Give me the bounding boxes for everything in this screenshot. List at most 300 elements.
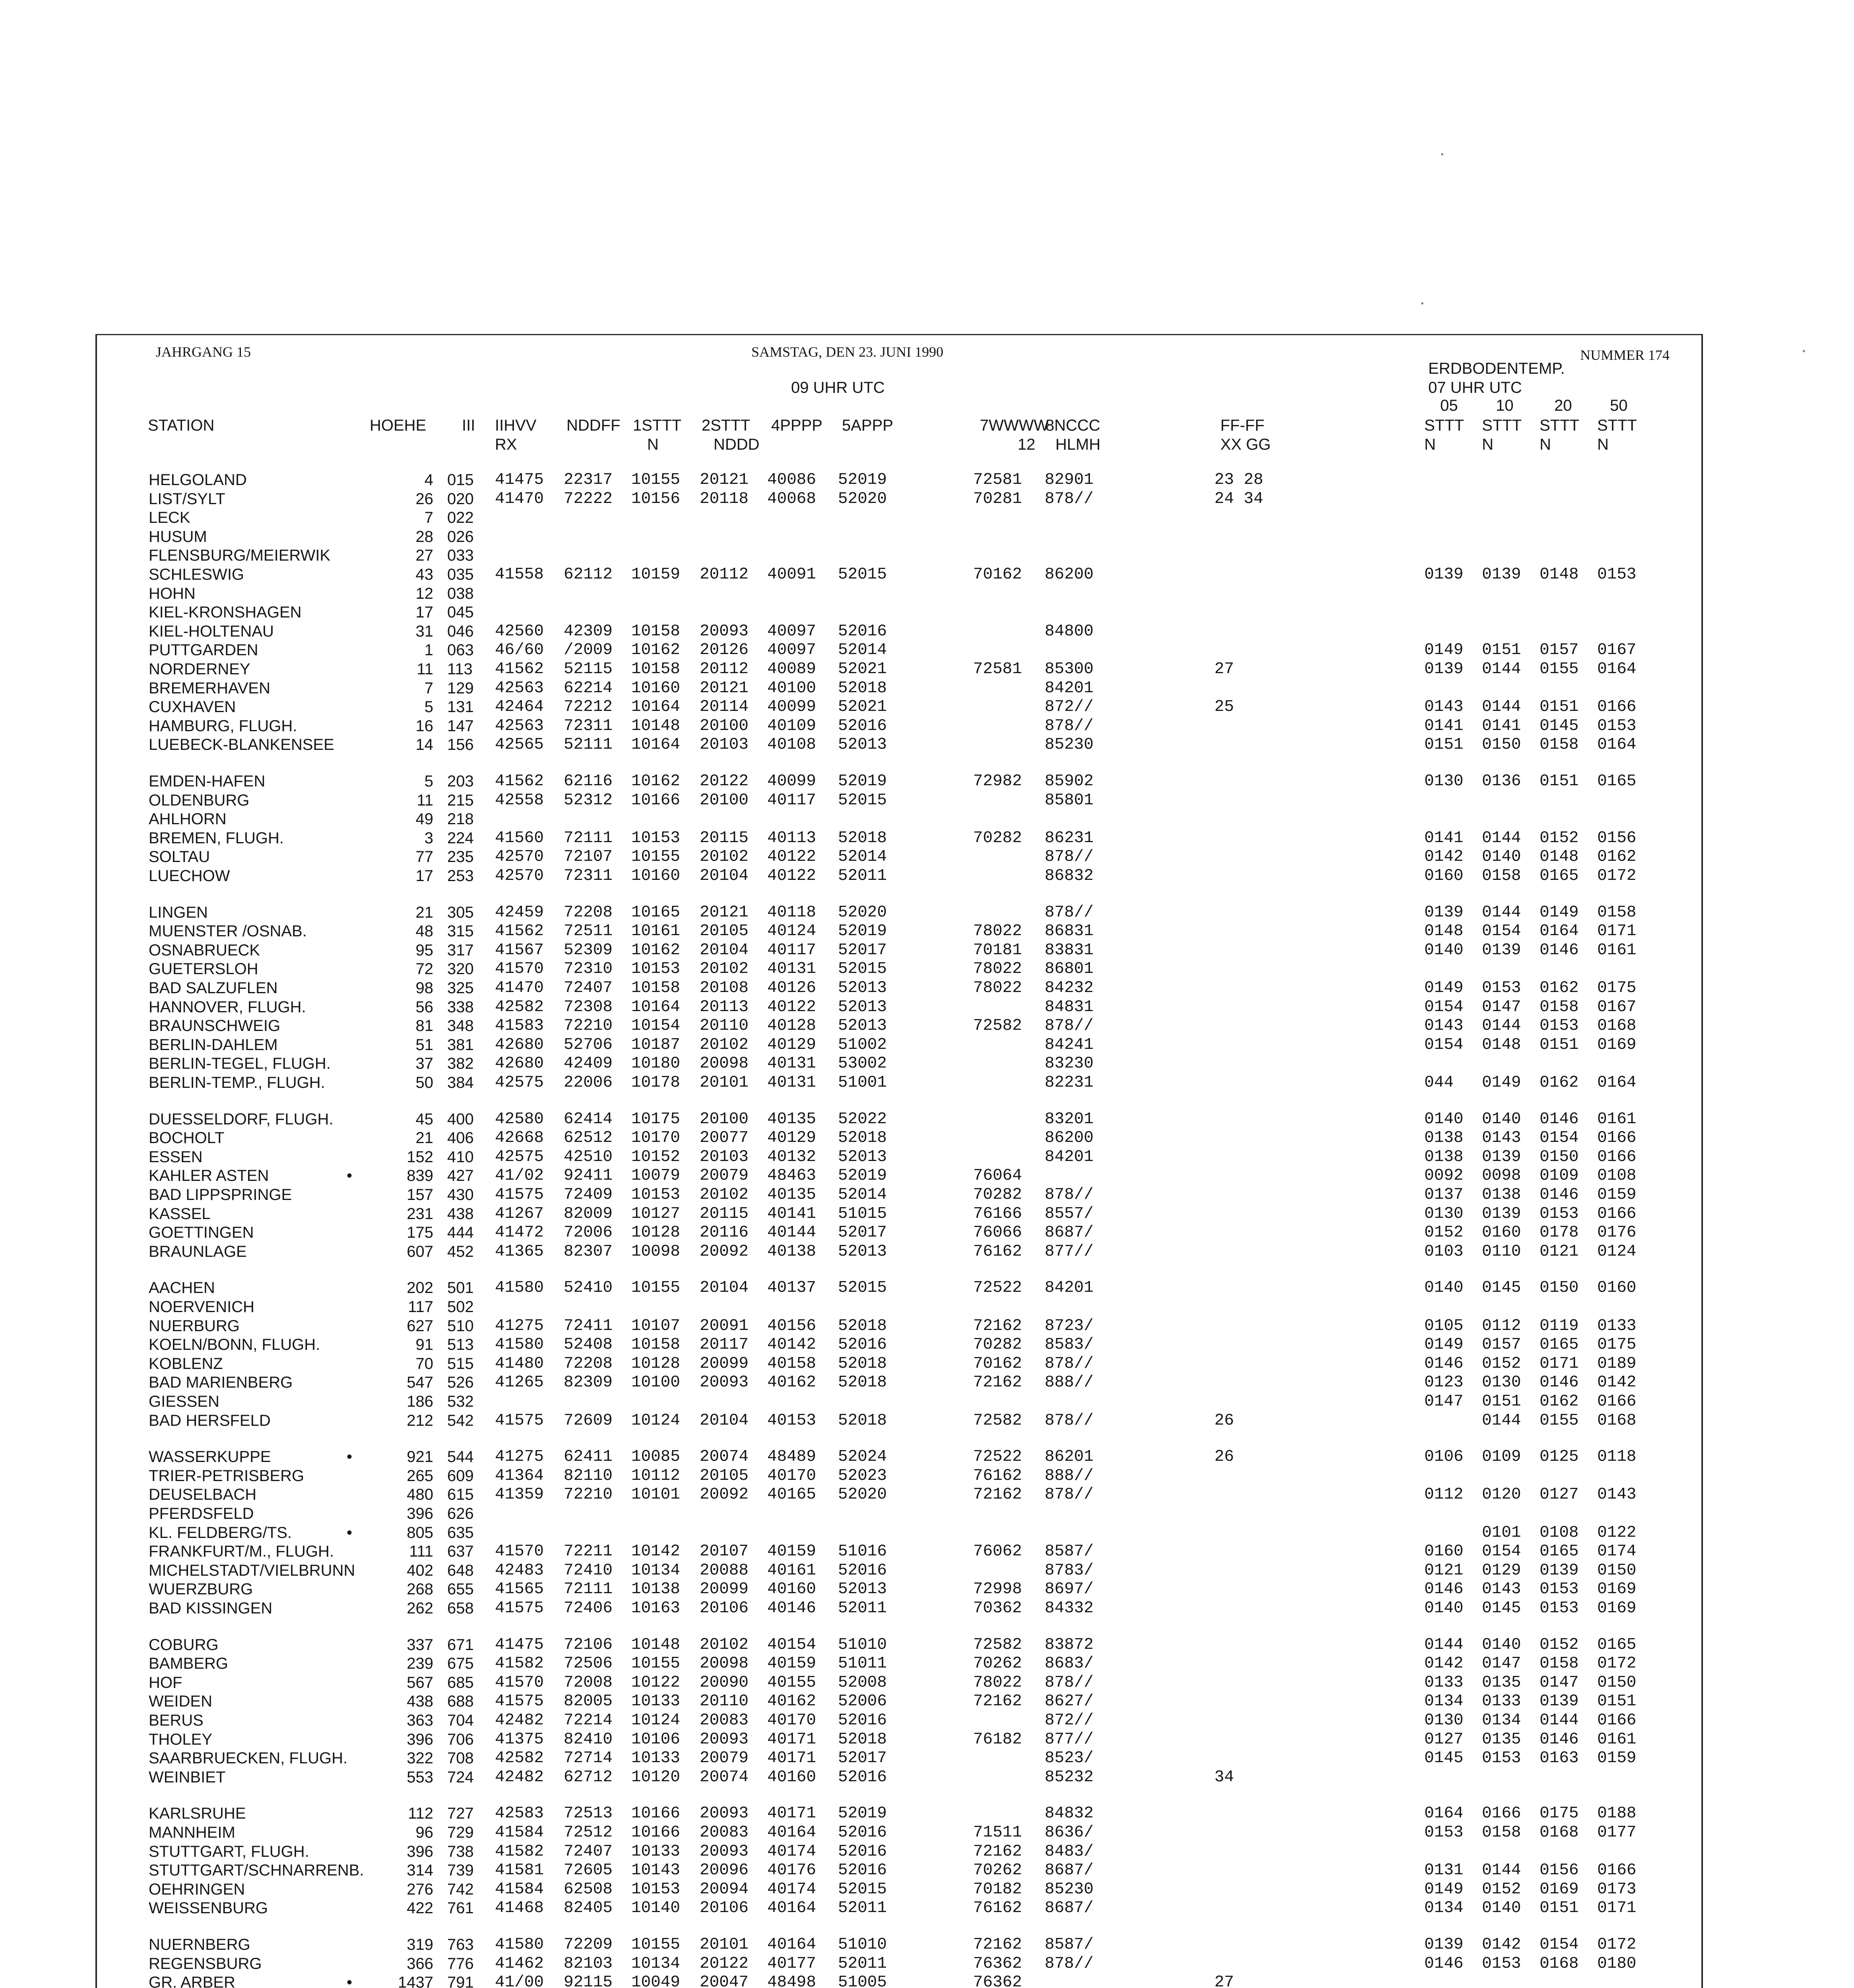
synop-group: 51005	[838, 1973, 887, 1988]
synop-group: 72006	[564, 1223, 613, 1242]
soil-temp-value: 0125	[1540, 1448, 1579, 1466]
station-name: REGENSBURG	[149, 1955, 262, 1972]
synop-group: 52016	[838, 622, 887, 641]
station-height: 152	[407, 1148, 433, 1166]
synop-group: 40132	[767, 1147, 816, 1166]
synop-group: 41267	[495, 1204, 544, 1223]
station-name: SCHLESWIG	[149, 566, 244, 583]
synop-group: 52018	[838, 1730, 887, 1749]
station-height: 202	[407, 1279, 433, 1297]
station-index: 406	[447, 1129, 474, 1147]
station-height: 112	[408, 1805, 433, 1823]
weather-group: 72162	[973, 1842, 1022, 1861]
station-height: 4	[424, 471, 433, 489]
station-height: 43	[415, 566, 433, 583]
synop-group: 20093	[700, 622, 749, 641]
soil-temp-value: 0121	[1540, 1242, 1579, 1261]
synop-group: 20112	[700, 565, 749, 584]
soil-temp-value: 0177	[1597, 1823, 1637, 1842]
soil-temp-value: 0149	[1424, 641, 1464, 660]
soil-temp-value: 0149	[1424, 1880, 1464, 1899]
soil-temp-value: 0159	[1597, 1186, 1637, 1204]
soil-temp-value: 0139	[1482, 941, 1521, 959]
soil-temp-value: 0167	[1597, 998, 1637, 1016]
soil-temp-value: 0110	[1482, 1242, 1521, 1261]
station-height: 438	[407, 1693, 433, 1710]
synop-group: 40089	[767, 660, 816, 678]
gust-group: 26	[1214, 1411, 1234, 1430]
synop-group: 92115	[564, 1973, 613, 1988]
synop-group: 20121	[700, 471, 749, 489]
cloud-group: 878//	[1045, 1017, 1094, 1035]
station-height: 28	[415, 528, 433, 546]
soil-temp-value: 0105	[1424, 1316, 1464, 1335]
station-height: 553	[407, 1768, 433, 1786]
synop-group: 52019	[838, 1804, 887, 1823]
station-height: 5	[424, 698, 433, 716]
station-height: 402	[407, 1561, 433, 1579]
synop-group: 40108	[767, 736, 816, 754]
synop-group: 10124	[631, 1711, 681, 1730]
depth-05: 05	[1440, 397, 1458, 414]
synop-group: 72209	[564, 1936, 613, 1954]
station-name: WEINBIET	[149, 1768, 226, 1786]
station-index: 438	[447, 1205, 474, 1223]
station-name: HOHN	[149, 584, 196, 602]
soil-temp-value: 0148	[1540, 565, 1579, 584]
synop-group: 62411	[564, 1448, 613, 1466]
synop-group: 52309	[564, 941, 613, 959]
soil-temp-value: 0144	[1424, 1635, 1464, 1654]
soil-temp-value: 0169	[1597, 1599, 1637, 1617]
soil-temp-value: 0152	[1540, 1635, 1579, 1654]
weather-group: 70182	[973, 1880, 1022, 1899]
synop-group: 52015	[838, 1880, 887, 1899]
station-name: LUECHOW	[149, 867, 230, 885]
synop-group: 72311	[564, 867, 613, 885]
cloud-group: 878//	[1045, 1673, 1094, 1692]
station-name: FRANKFURT/M., FLUGH.	[149, 1543, 334, 1561]
station-height: 262	[407, 1600, 433, 1617]
cloud-group: 877//	[1045, 1242, 1094, 1261]
date-label: SAMSTAG, DEN 23. JUNI 1990	[751, 344, 944, 360]
synop-group: 41570	[495, 1673, 544, 1692]
station-name: MANNHEIM	[149, 1824, 235, 1841]
synop-group: 10085	[631, 1448, 681, 1466]
synop-group: 72210	[564, 1485, 613, 1504]
soil-temp-value: 0139	[1482, 565, 1521, 584]
station-name: KOBLENZ	[149, 1355, 223, 1373]
soil-temp-value: 0134	[1424, 1692, 1464, 1711]
synop-group: 52020	[838, 1485, 887, 1504]
station-name: ESSEN	[149, 1148, 203, 1166]
soil-temp-value: 0168	[1597, 1411, 1637, 1430]
synop-group: 40176	[767, 1861, 816, 1880]
synop-group: 51002	[838, 1035, 887, 1054]
synop-group: 10155	[631, 1936, 681, 1954]
station-height: 16	[415, 717, 433, 735]
station-height: 49	[415, 810, 433, 828]
cloud-group: 83230	[1045, 1054, 1094, 1073]
synop-group: 10153	[631, 1186, 681, 1204]
station-name: BAD HERSFELD	[149, 1411, 271, 1429]
synop-group: 10148	[631, 716, 681, 735]
soil-temp-value: 0139	[1424, 903, 1464, 922]
synop-group: 20100	[700, 791, 749, 810]
synop-group: 62214	[564, 679, 613, 697]
synop-group: 40099	[767, 698, 816, 716]
weather-group: 70262	[973, 1861, 1022, 1880]
station-height: 839	[407, 1167, 433, 1185]
station-index: 738	[447, 1842, 474, 1860]
synop-group: 20104	[700, 1279, 749, 1297]
synop-group: 41560	[495, 829, 544, 847]
synop-group: 20074	[700, 1448, 749, 1466]
synop-group: /2009	[564, 641, 613, 660]
synop-group: 10180	[631, 1054, 681, 1073]
soil-temp-value: 0178	[1540, 1223, 1579, 1242]
weather-group: 72162	[973, 1373, 1022, 1392]
synop-group: 20077	[700, 1129, 749, 1147]
synop-group: 41475	[495, 471, 544, 489]
soil-temp-value: 0133	[1424, 1673, 1464, 1692]
station-index: 791	[447, 1974, 474, 1988]
station-index: 382	[447, 1055, 474, 1073]
synop-group: 10101	[631, 1485, 681, 1504]
station-height: 396	[407, 1842, 433, 1860]
synop-group: 20105	[700, 1466, 749, 1485]
synop-group: 20121	[700, 903, 749, 922]
cloud-group: 878//	[1045, 1411, 1094, 1430]
synop-group: 20079	[700, 1749, 749, 1768]
synop-group: 20094	[700, 1880, 749, 1899]
cloud-group: 8557/	[1045, 1204, 1094, 1223]
station-name: GIESSEN	[149, 1393, 219, 1410]
station-index: 532	[447, 1393, 474, 1410]
synop-group: 10134	[631, 1561, 681, 1580]
station-index: 022	[447, 509, 474, 527]
soil-temp-value: 0154	[1424, 1035, 1464, 1054]
synop-group: 52312	[564, 791, 613, 810]
station-index: 515	[447, 1355, 474, 1373]
soil-temp-value: 0166	[1597, 1711, 1637, 1730]
soil-temp-value: 0166	[1482, 1804, 1521, 1823]
station-name: DUESSELDORF, FLUGH.	[149, 1110, 334, 1128]
soil-temp-value: 0154	[1482, 922, 1521, 941]
synop-group: 41364	[495, 1466, 544, 1485]
synop-group: 40177	[767, 1954, 816, 1973]
synop-group: 10142	[631, 1542, 681, 1561]
station-index: 648	[447, 1561, 474, 1579]
soil-temp-value: 0139	[1540, 1692, 1579, 1711]
station-height: 56	[415, 998, 433, 1016]
soil-temp-value: 0144	[1482, 698, 1521, 716]
synop-group: 10155	[631, 471, 681, 489]
station-index: 452	[447, 1242, 474, 1260]
station-index: 131	[447, 698, 474, 716]
synop-group: 40138	[767, 1242, 816, 1261]
synop-group: 40165	[767, 1485, 816, 1504]
synop-group: 52023	[838, 1466, 887, 1485]
station-height: 396	[407, 1730, 433, 1748]
volume-label: JAHRGANG 15	[156, 344, 251, 360]
soil-temp-value: 0142	[1424, 848, 1464, 866]
synop-group: 41582	[495, 1842, 544, 1861]
synop-group: 42309	[564, 622, 613, 641]
station-height: 27	[415, 547, 433, 565]
station-name: AHLHORN	[149, 810, 227, 828]
2sttt-sub-header: NDDD	[714, 436, 760, 453]
synop-group: 52011	[838, 1954, 887, 1973]
gust-group: 26	[1214, 1448, 1234, 1466]
soil-temp-value: 0148	[1424, 922, 1464, 941]
station-name: BERLIN-TEGEL, FLUGH.	[149, 1055, 331, 1073]
soil-temp-value: 0144	[1482, 829, 1521, 847]
synop-group: 48498	[767, 1973, 816, 1988]
soil-temp-value: 0150	[1482, 736, 1521, 754]
soil-temp-value: 0150	[1540, 1147, 1579, 1166]
soil-temp-value: 0149	[1482, 1074, 1521, 1092]
soil-temp-value: 0138	[1424, 1147, 1464, 1166]
cloud-group: 84201	[1045, 1279, 1094, 1297]
synop-group: 82103	[564, 1954, 613, 1973]
station-name: BREMERHAVEN	[149, 679, 270, 697]
soil-temp-value: 0153	[1482, 979, 1521, 997]
soil-temp-value: 0158	[1540, 736, 1579, 754]
synop-group: 52410	[564, 1279, 613, 1297]
synop-group: 52017	[838, 941, 887, 959]
synop-group: 10148	[631, 1635, 681, 1654]
synop-group: 20101	[700, 1936, 749, 1954]
station-index: 315	[447, 922, 474, 940]
synop-group: 41584	[495, 1823, 544, 1842]
soil-temp-value: 0165	[1540, 1336, 1579, 1354]
soil-temp-value: 0166	[1597, 1392, 1637, 1411]
cloud-group: 878//	[1045, 848, 1094, 866]
synop-group: 40171	[767, 1749, 816, 1768]
synop-group: 40091	[767, 565, 816, 584]
soil-temp-value: 0108	[1540, 1523, 1579, 1542]
weather-group: 70181	[973, 941, 1022, 959]
synop-group: 52014	[838, 848, 887, 866]
soil-temp-value: 0153	[1540, 1017, 1579, 1035]
station-name: WEISSENBURG	[149, 1899, 268, 1917]
soil-temp-value: 0166	[1597, 698, 1637, 716]
synop-group: 20103	[700, 1147, 749, 1166]
weather-group: 76162	[973, 1242, 1022, 1261]
soil-temp-value: 0152	[1424, 1223, 1464, 1242]
synop-group: 20118	[700, 489, 749, 508]
soil-temp-value: 0146	[1424, 1580, 1464, 1599]
weather-group: 78022	[973, 979, 1022, 997]
weather-group: 70281	[973, 489, 1022, 508]
synop-group: 10158	[631, 660, 681, 678]
soil-temp-value: 0142	[1482, 1936, 1521, 1954]
soil-temp-value: 0140	[1482, 1110, 1521, 1128]
synop-group: 42583	[495, 1804, 544, 1823]
soil-temp-value: 0143	[1482, 1129, 1521, 1147]
station-index: 776	[447, 1955, 474, 1972]
gust-group: 23 28	[1214, 471, 1264, 489]
soil-temp-value: 0139	[1482, 1204, 1521, 1223]
station-index: 015	[447, 471, 474, 489]
weather-group: 72582	[973, 1411, 1022, 1430]
station-index: 427	[447, 1167, 474, 1185]
synop-group: 10100	[631, 1373, 681, 1392]
station-name: TRIER-PETRISBERG	[149, 1467, 304, 1485]
synop-group: 20092	[700, 1485, 749, 1504]
station-height: 81	[415, 1017, 433, 1035]
synop-group: 20114	[700, 698, 749, 716]
synop-group: 20093	[700, 1730, 749, 1749]
synop-group: 10133	[631, 1692, 681, 1711]
iii-col-header: III	[462, 417, 475, 434]
station-index: 444	[447, 1224, 474, 1242]
synop-group: 40117	[767, 791, 816, 810]
synop-group: 40170	[767, 1466, 816, 1485]
synop-group: 41575	[495, 1599, 544, 1617]
synop-group: 52019	[838, 1167, 887, 1185]
rx-col-header: RX	[495, 436, 517, 453]
station-index: 502	[447, 1298, 474, 1316]
station-name: HAMBURG, FLUGH.	[149, 717, 297, 735]
station-height: 1437	[398, 1974, 433, 1988]
soil-temp-value: 0140	[1424, 1279, 1464, 1297]
synop-group: 10120	[631, 1768, 681, 1786]
depth-50: 50	[1610, 397, 1628, 414]
soil-temp-value: 0106	[1424, 1448, 1464, 1466]
soil-temp-value: 0149	[1540, 903, 1579, 922]
synop-group: 20108	[700, 979, 749, 997]
weather-group: 72522	[973, 1448, 1022, 1466]
synop-group: 41567	[495, 941, 544, 959]
station-index: 742	[447, 1880, 474, 1898]
soil-temp-value: 0146	[1424, 1954, 1464, 1973]
station-height: 805	[407, 1524, 433, 1541]
cloud-group: 84332	[1045, 1599, 1094, 1617]
synop-group: 20098	[700, 1654, 749, 1673]
soil-temp-value: 0098	[1482, 1167, 1521, 1185]
station-height: 37	[415, 1055, 433, 1073]
synop-group: 10122	[631, 1673, 681, 1692]
synop-group: 41375	[495, 1730, 544, 1749]
cloud-group: 8723/	[1045, 1316, 1094, 1335]
soil-temp-value: 0112	[1424, 1485, 1464, 1504]
weather-group: 72162	[973, 1936, 1022, 1954]
scan-speck	[1803, 350, 1805, 352]
station-index: 033	[447, 547, 474, 565]
synop-group: 20083	[700, 1711, 749, 1730]
weather-group: 72522	[973, 1279, 1022, 1297]
cloud-group: 83872	[1045, 1635, 1094, 1654]
synop-group: 10170	[631, 1129, 681, 1147]
soil-temp-value: 0144	[1482, 1861, 1521, 1880]
station-height: 48	[415, 922, 433, 940]
soil-temp-value: 0138	[1482, 1186, 1521, 1204]
soil-temp-value: 0151	[1424, 736, 1464, 754]
cloud-group: 8523/	[1045, 1749, 1094, 1768]
station-index: 129	[447, 679, 474, 697]
synop-group: 40158	[767, 1354, 816, 1373]
synop-group: 82307	[564, 1242, 613, 1261]
station-name: BAMBERG	[149, 1655, 229, 1673]
synop-group: 52018	[838, 829, 887, 847]
soil-temp-value: 0161	[1597, 1110, 1637, 1128]
height-col-header: HOEHE	[370, 417, 427, 434]
station-name: KOELN/BONN, FLUGH.	[149, 1336, 320, 1354]
soil-temp-value: 0153	[1540, 1204, 1579, 1223]
synop-group: 40156	[767, 1316, 816, 1335]
station-name: SAARBRUECKEN, FLUGH.	[149, 1749, 348, 1767]
station-height: 17	[415, 604, 433, 621]
synop-group: 10158	[631, 622, 681, 641]
synop-group: 20122	[700, 1954, 749, 1973]
synop-group: 20074	[700, 1768, 749, 1786]
synop-group: 41462	[495, 1954, 544, 1973]
soil-temp-value: 0139	[1482, 1147, 1521, 1166]
synop-group: 20121	[700, 679, 749, 697]
synop-group: 20102	[700, 848, 749, 866]
station-name: BERUS	[149, 1712, 204, 1729]
synop-group: 40164	[767, 1899, 816, 1918]
2sttt-col-header: 2STTT	[702, 417, 751, 434]
station-name: NORDERNEY	[149, 660, 250, 678]
soil-temp-value: 0158	[1540, 1654, 1579, 1673]
synop-group: 20115	[700, 829, 749, 847]
synop-group: 72222	[564, 489, 613, 508]
soil-temp-value: 0158	[1482, 867, 1521, 885]
synop-group: 72407	[564, 979, 613, 997]
synop-group: 40159	[767, 1654, 816, 1673]
station-name: STUTTGART, FLUGH.	[149, 1842, 309, 1860]
station-index: 218	[447, 810, 474, 828]
station-height: 186	[407, 1393, 433, 1410]
synop-group: 72311	[564, 716, 613, 735]
cloud-group: 8587/	[1045, 1936, 1094, 1954]
station-height: 157	[407, 1186, 433, 1204]
synop-group: 41575	[495, 1411, 544, 1430]
soil-temp-value: 0123	[1424, 1373, 1464, 1392]
synop-group: 42575	[495, 1074, 544, 1092]
cloud-group: 878//	[1045, 1186, 1094, 1204]
soil-temp-value: 0124	[1597, 1242, 1637, 1261]
synop-group: 52013	[838, 1242, 887, 1261]
station-height: 12	[415, 584, 433, 602]
station-index: 045	[447, 604, 474, 621]
station-name: NOERVENICH	[149, 1298, 254, 1316]
synop-group: 41580	[495, 1936, 544, 1954]
4pppp-col-header: 4PPPP	[771, 417, 822, 434]
weather-group: 72582	[973, 1017, 1022, 1035]
synop-group: 41/00	[495, 1973, 544, 1988]
cloud-group: 878//	[1045, 903, 1094, 922]
weather-group: 72162	[973, 1316, 1022, 1335]
station-name: BERLIN-DAHLEM	[149, 1036, 278, 1054]
synop-group: 40109	[767, 716, 816, 735]
soil-temp-value: 0151	[1540, 772, 1579, 790]
synop-group: 62112	[564, 565, 613, 584]
soil-temp-value: 0164	[1597, 660, 1637, 678]
cloud-group: 85230	[1045, 1880, 1094, 1899]
cloud-group: 878//	[1045, 716, 1094, 735]
station-name: WEIDEN	[149, 1693, 212, 1710]
synop-group: 20105	[700, 922, 749, 941]
soil-temp-value: 0112	[1482, 1316, 1521, 1335]
soil-temp-value: 0146	[1540, 1110, 1579, 1128]
station-name: BAD SALZUFLEN	[149, 979, 278, 997]
station-height: 21	[415, 1129, 433, 1147]
synop-group: 72310	[564, 960, 613, 978]
